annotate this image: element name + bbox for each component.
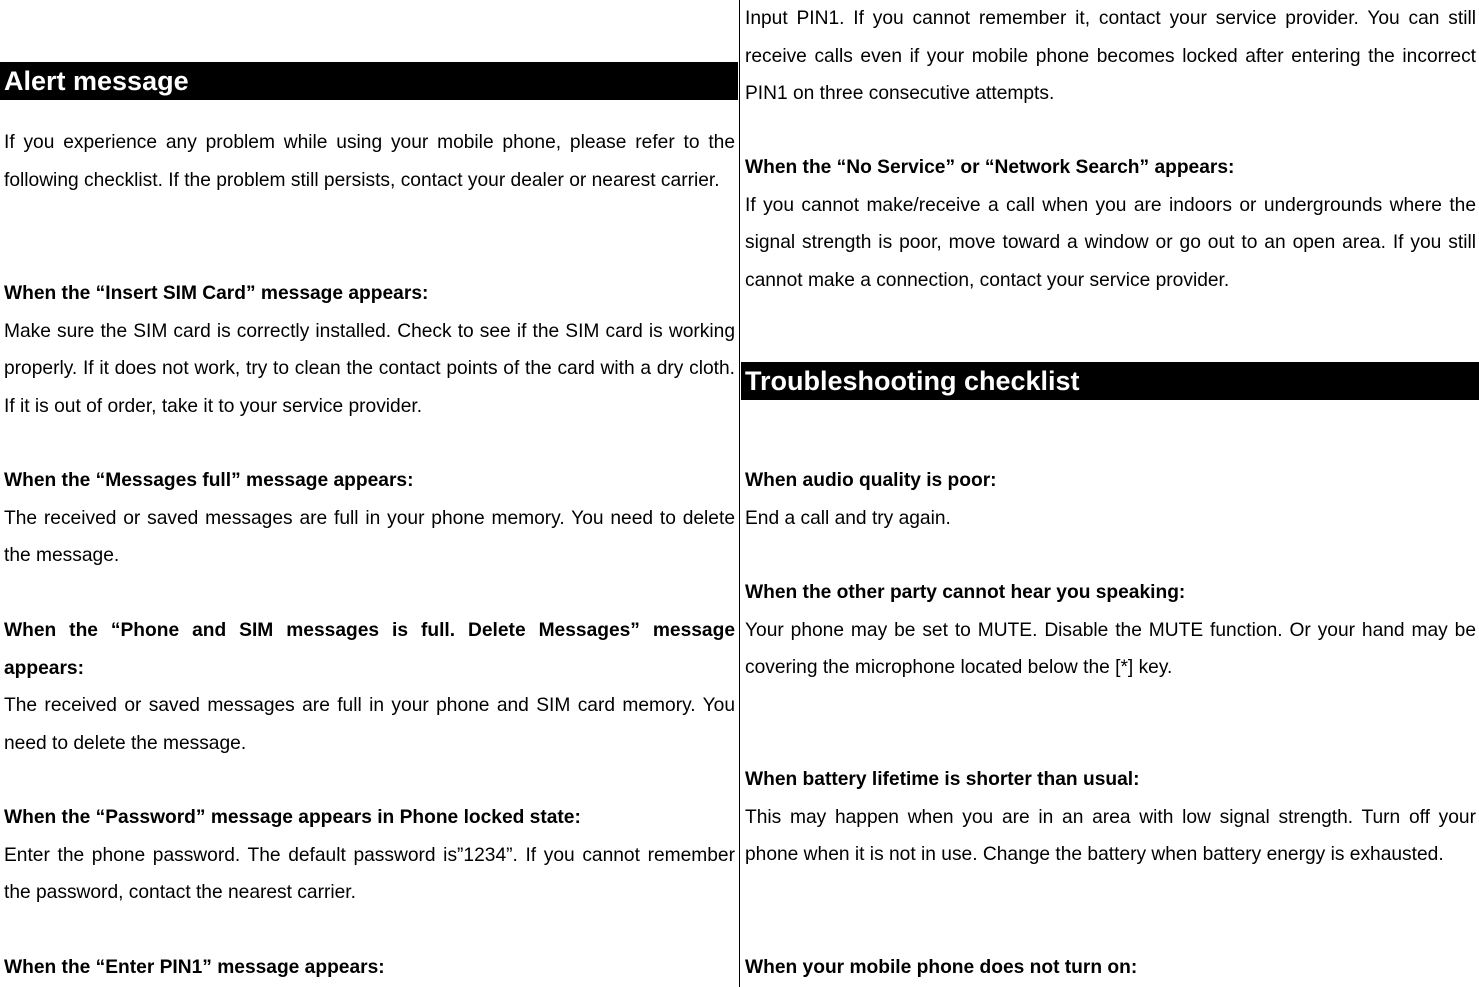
no-power-title: When your mobile phone does not turn on: [745,957,1138,978]
phone-sim-full-title: When the “Phone and SIM messages is full. Delete Messages” message appears: [4,620,735,679]
messages-full-body: The received or saved messages are full in your phone memory. You need to delete the message. [4,507,735,566]
no-service-title: When the “No Service” or “Network Search” appears: [745,157,1235,178]
column-divider [739,0,740,987]
insert-sim-title: When the “Insert SIM Card” message appears: [4,283,429,304]
enter-pin1-section [4,949,735,987]
cannot-hear-title: When the other party cannot hear you speaking: [745,582,1186,603]
intro-paragraph [4,124,735,199]
left-column [0,0,738,987]
phone-sim-full-section [4,612,735,762]
intro-text: If you experience any problem while using your mobile phone, please refer to the following checklist. If the problem still persists, contact your dealer or nearest carrier. [4,132,735,191]
password-title: When the “Password” message appears in Phone locked state: [4,807,581,828]
pin1-continued-text: Input PIN1. If you cannot remember it, contact your service provider. You can still receive calls even if your mobile phone becomes locked after entering the incorrect PIN1 on three consecutive attempts. [745,8,1476,104]
audio-quality-section [745,462,1476,537]
cannot-hear-body: Your phone may be set to MUTE. Disable the MUTE function. Or your hand may be covering the microphone located below the [*] key. [745,619,1476,678]
battery-section [745,761,1476,874]
troubleshooting-heading: Troubleshooting checklist [741,362,1479,400]
battery-body: This may happen when you are in an area with low signal strength. Turn off your phone when it is not in use. Change the battery when battery energy is exhausted. [745,806,1476,865]
password-section [4,799,735,912]
audio-quality-title: When audio quality is poor: [745,470,997,491]
right-column [741,0,1479,987]
no-service-section [745,149,1476,299]
alert-message-heading: Alert message [0,62,738,100]
insert-sim-body: Make sure the SIM card is correctly installed. Check to see if the SIM card is working properly. If it does not work, try to clean the contact points of the card with a dry cloth. If it is out of order, take it to your service provider. [4,320,735,417]
messages-full-section [4,462,735,575]
no-power-section [745,949,1476,987]
audio-quality-body: End a call and try again. [745,507,951,529]
cannot-hear-section [745,574,1476,687]
pin1-continued [745,0,1476,113]
phone-sim-full-body: The received or saved messages are full in your phone and SIM card memory. You need to delete the message. [4,695,735,754]
enter-pin1-title: When the “Enter PIN1” message appears: [4,957,385,978]
no-service-body: If you cannot make/receive a call when you are indoors or undergrounds where the signal strength is poor, move toward a window or go out to an open area. If you still cannot make a connection, contact your service provider. [745,194,1476,291]
messages-full-title: When the “Messages full” message appears: [4,470,414,491]
battery-title: When battery lifetime is shorter than usual: [745,769,1140,790]
insert-sim-section [4,275,735,425]
password-body: Enter the phone password. The default password is”1234”. If you cannot remember the password, contact the nearest carrier. [4,844,735,903]
